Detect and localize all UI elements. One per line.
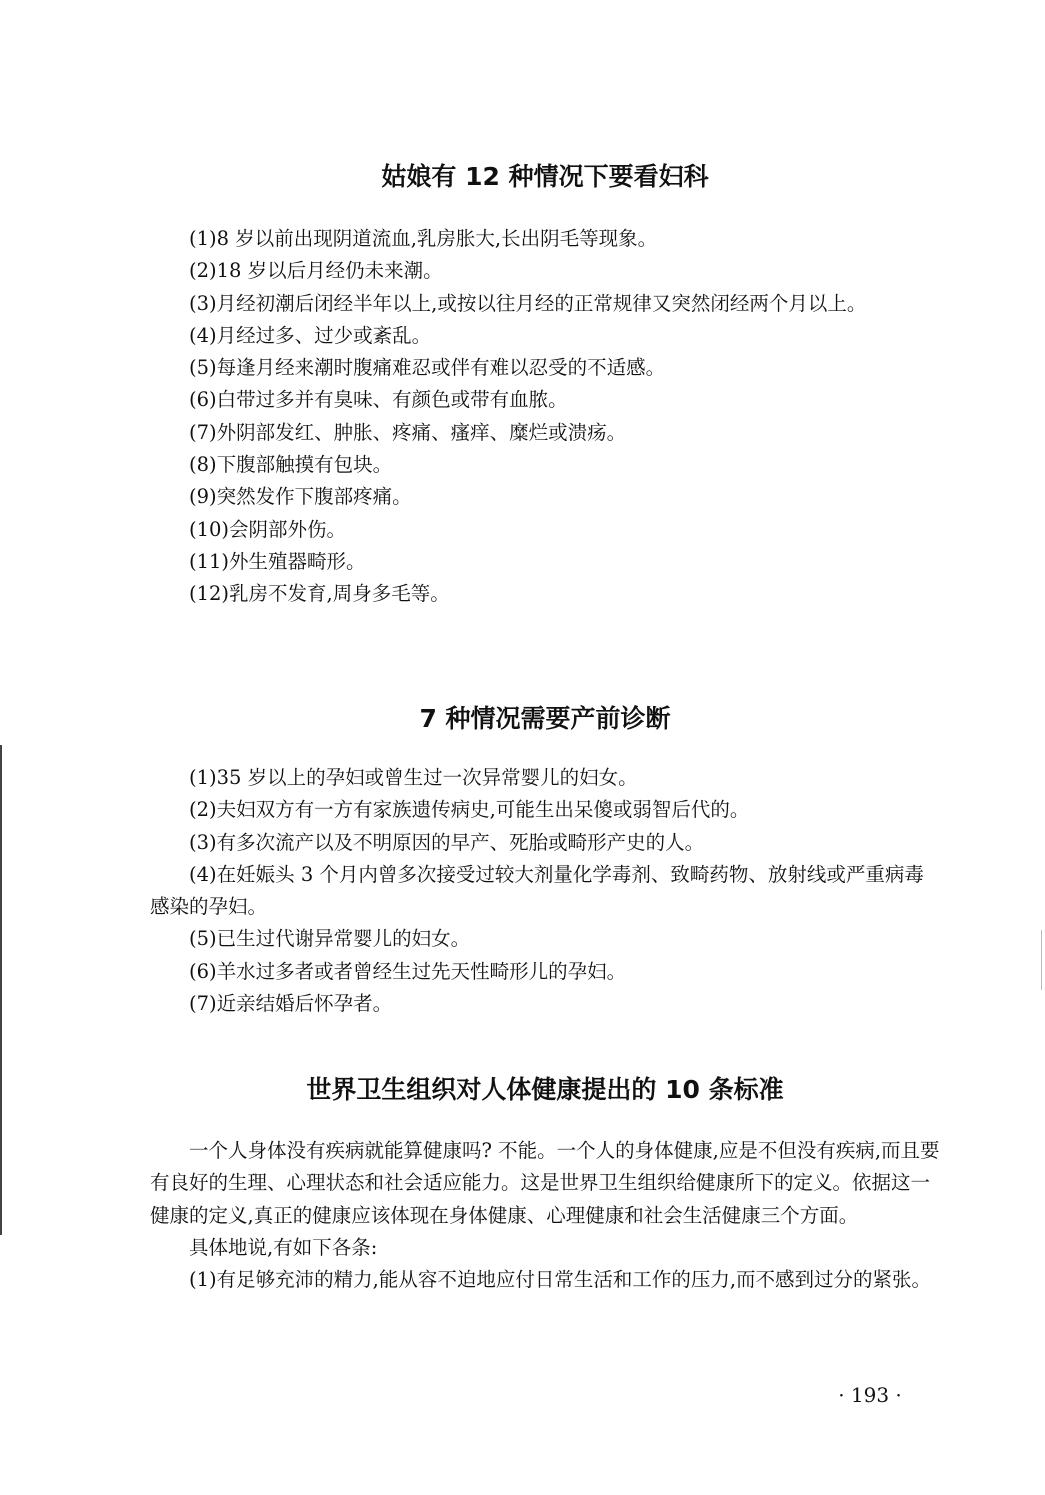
list-item: (7)外阴部发红、肿胀、疼痛、瘙痒、糜烂或溃疡。 <box>189 420 627 444</box>
list-item: (10)会阴部外伤。 <box>189 517 347 541</box>
list-item: (5)每逢月经来潮时腹痛难忍或伴有难以忍受的不适感。 <box>189 356 666 380</box>
page-number: · 193 · <box>838 1383 902 1407</box>
list-item: (2)18 岁以后月经仍未来潮。 <box>189 259 443 283</box>
list-item: (4)月经过多、过少或紊乱。 <box>189 323 432 347</box>
gynecology-list <box>150 223 940 611</box>
list-item: (1)35 岁以上的孕妇或曾生过一次异常婴儿的妇女。 <box>189 766 638 789</box>
list-item: (8)下腹部触摸有包块。 <box>189 453 393 477</box>
prenatal-list <box>150 762 940 1020</box>
scan-edge-mark <box>1041 930 1042 990</box>
list-item: (3)有多次流产以及不明原因的早产、死胎或畸形产史的人。 <box>189 830 705 854</box>
section-title-who-standards: 世界卫生组织对人体健康提出的 10 条标准 <box>306 1075 784 1104</box>
list-item: (6)羊水过多者或者曾经生过先天性畸形儿的孕妇。 <box>189 959 627 983</box>
list-item: (3)月经初潮后闭经半年以上,或按以往月经的正常规律又突然闭经两个月以上。 <box>189 291 867 315</box>
list-item: (6)白带过多并有臭味、有颜色或带有血脓。 <box>189 388 568 412</box>
section-title-prenatal: 7 种情况需要产前诊断 <box>419 704 671 733</box>
list-item: (12)乳房不发育,周身多毛等。 <box>189 582 450 606</box>
list-item: (9)突然发作下腹部疼痛。 <box>189 485 412 509</box>
section-gynecology <box>150 160 940 611</box>
section-prenatal <box>150 702 940 1020</box>
scan-edge-line <box>0 745 2 1235</box>
list-item: (11)外生殖器畸形。 <box>189 549 366 573</box>
section-who-standards <box>150 1073 940 1296</box>
list-item: (5)已生过代谢异常婴儿的妇女。 <box>189 927 471 951</box>
paragraph: 一个人身体没有疾病就能算健康吗? 不能。一个人的身体健康,应是不但没有疾病,而且要有良好的生理、心理状态和社会适应能力。这是世界卫生组织给健康所下的定义。依据这一健康的定义,真正的健康应该体现在身体健康、心理健康和社会生活健康三个方面。 <box>150 1139 940 1227</box>
list-item: (4)在妊娠头 3 个月内曾多次接受过较大剂量化学毒剂、致畸药物、放射线或严重病毒感染的孕妇。 <box>150 862 924 919</box>
section-title-gynecology: 姑娘有 12 种情况下要看妇科 <box>381 162 709 191</box>
list-item: (7)近亲结婚后怀孕者。 <box>189 992 393 1016</box>
paragraph: (1)有足够充沛的精力,能从容不迫地应付日常生活和工作的压力,而不感到过分的紧张。 <box>189 1268 932 1292</box>
who-standards-body <box>150 1135 940 1296</box>
list-item: (1)8 岁以前出现阴道流血,乳房胀大,长出阴毛等现象。 <box>189 227 658 250</box>
paragraph: 具体地说,有如下各条: <box>189 1235 378 1259</box>
list-item: (2)夫妇双方有一方有家族遗传病史,可能生出呆傻或弱智后代的。 <box>189 798 750 822</box>
